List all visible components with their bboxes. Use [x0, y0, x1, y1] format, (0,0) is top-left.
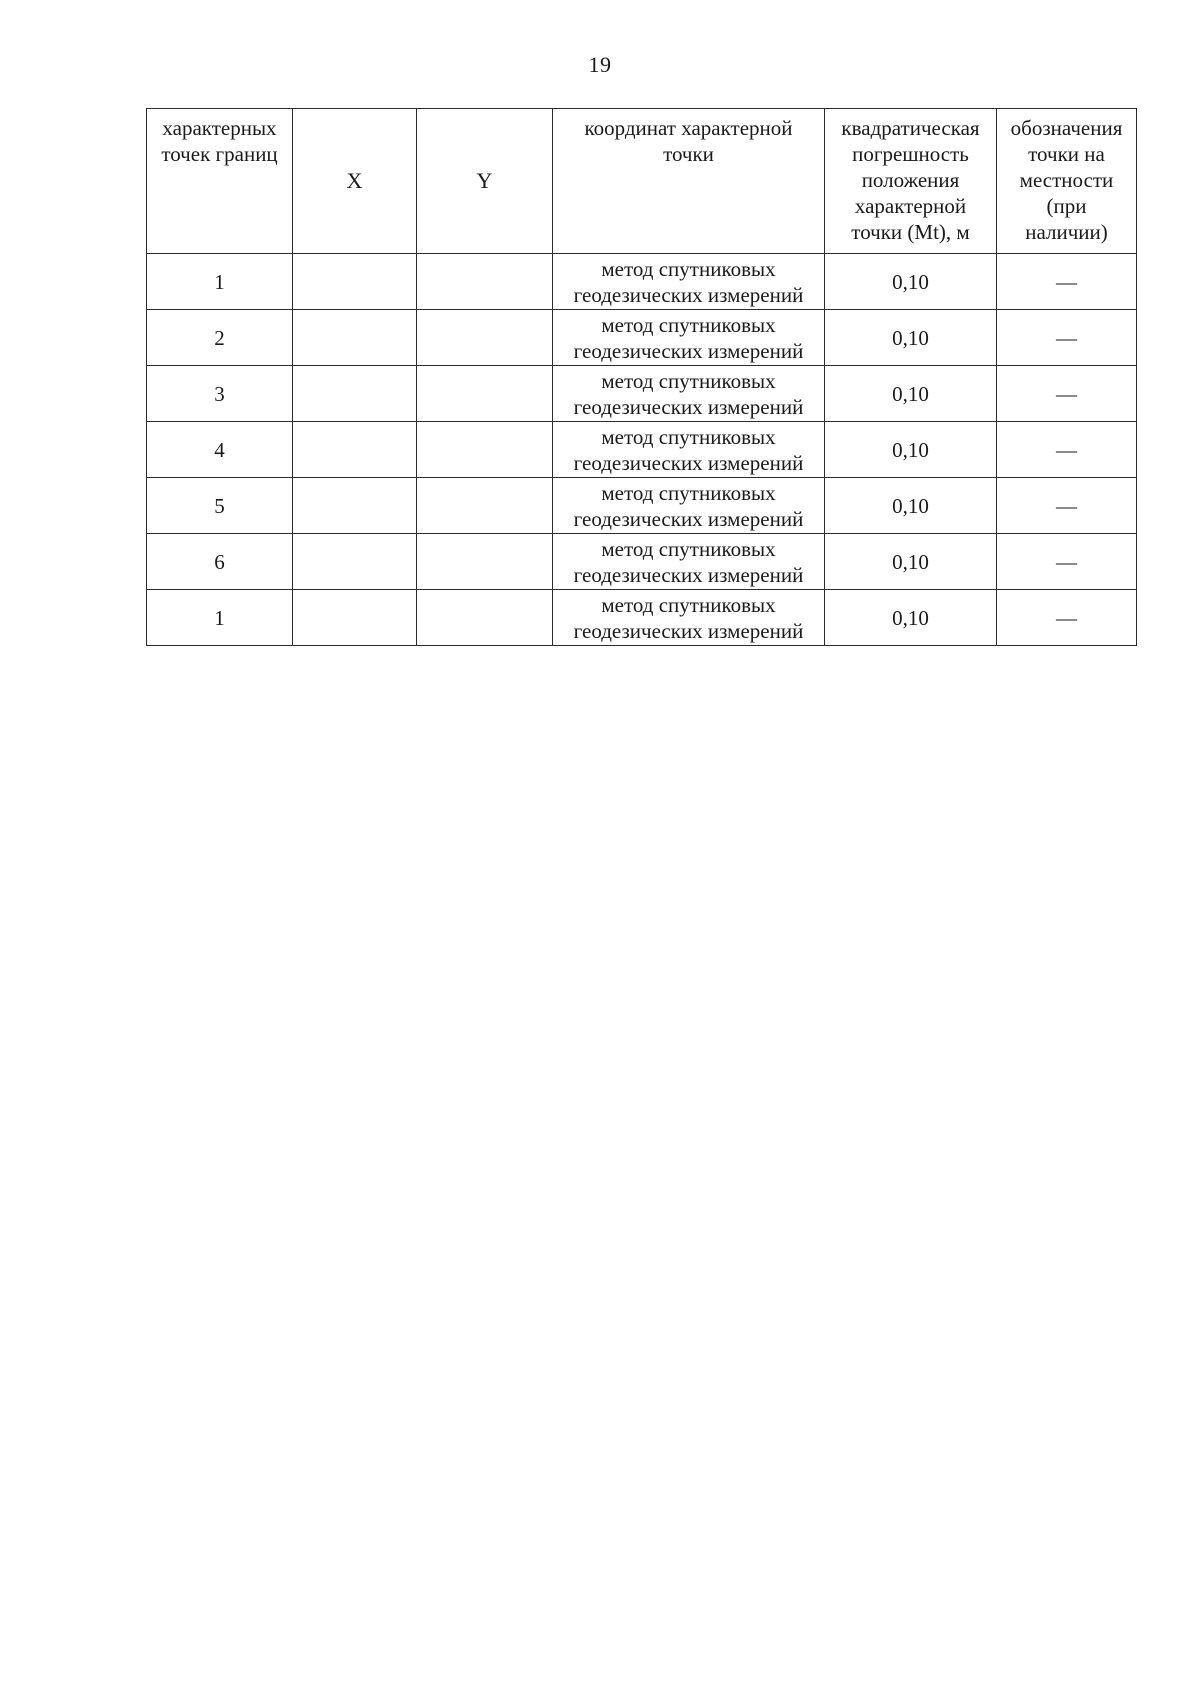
- cell-method: [553, 310, 825, 366]
- header-line: положения: [861, 168, 960, 192]
- method-line: геодезических измерений: [573, 450, 804, 475]
- table-row: [147, 590, 1137, 646]
- cell-x: [293, 478, 417, 534]
- method-line: метод спутниковых: [601, 592, 776, 617]
- header-error: [825, 109, 997, 254]
- cell-marker: —: [997, 590, 1137, 646]
- header-line: квадратическая: [841, 116, 980, 140]
- method-line: геодезических измерений: [573, 562, 804, 587]
- cell-marker: —: [997, 534, 1137, 590]
- cell-method: [553, 254, 825, 310]
- cell-error: 0,10: [825, 478, 997, 534]
- table-header-row: [147, 109, 1137, 254]
- cell-x: [293, 254, 417, 310]
- table-row: [147, 310, 1137, 366]
- method-line: метод спутниковых: [601, 536, 776, 561]
- method-line: метод спутниковых: [601, 256, 776, 281]
- cell-x: [293, 422, 417, 478]
- cell-x: [293, 534, 417, 590]
- header-point-number: [147, 109, 293, 254]
- cell-method: [553, 366, 825, 422]
- cell-point: 3: [147, 366, 293, 422]
- method-line: геодезических измерений: [573, 394, 804, 419]
- cell-point: 5: [147, 478, 293, 534]
- header-line: погрешность: [852, 142, 969, 166]
- header-line: (при: [1046, 194, 1087, 218]
- header-line: характерных: [162, 116, 277, 140]
- cell-error: 0,10: [825, 310, 997, 366]
- header-line: точки: [663, 142, 714, 166]
- cell-marker: —: [997, 254, 1137, 310]
- header-x: X: [293, 109, 417, 254]
- header-method: [553, 109, 825, 254]
- cell-y: [417, 422, 553, 478]
- header-line: координат характерной: [584, 116, 793, 140]
- cell-y: [417, 478, 553, 534]
- method-line: геодезических измерений: [573, 338, 804, 363]
- coordinates-table: [146, 108, 1137, 646]
- cell-y: [417, 534, 553, 590]
- cell-error: 0,10: [825, 422, 997, 478]
- header-line: наличии): [1025, 220, 1108, 244]
- table-row: [147, 422, 1137, 478]
- cell-y: [417, 254, 553, 310]
- method-line: метод спутниковых: [601, 480, 776, 505]
- cell-marker: —: [997, 310, 1137, 366]
- header-line: характерной: [854, 194, 967, 218]
- method-line: метод спутниковых: [601, 368, 776, 393]
- header-line: точки на: [1028, 142, 1105, 166]
- cell-x: [293, 590, 417, 646]
- cell-y: [417, 366, 553, 422]
- cell-point: 2: [147, 310, 293, 366]
- header-line: местности: [1019, 168, 1114, 192]
- table-row: [147, 366, 1137, 422]
- method-line: геодезических измерений: [573, 506, 804, 531]
- cell-marker: —: [997, 422, 1137, 478]
- header-y: Y: [417, 109, 553, 254]
- cell-point: 6: [147, 534, 293, 590]
- cell-error: 0,10: [825, 366, 997, 422]
- cell-method: [553, 590, 825, 646]
- cell-x: [293, 366, 417, 422]
- cell-method: [553, 422, 825, 478]
- header-marker: [997, 109, 1137, 254]
- method-line: геодезических измерений: [573, 282, 804, 307]
- header-line: точки (Mt), м: [851, 220, 970, 244]
- cell-error: 0,10: [825, 254, 997, 310]
- cell-x: [293, 310, 417, 366]
- cell-method: [553, 478, 825, 534]
- table-row: [147, 534, 1137, 590]
- method-line: метод спутниковых: [601, 312, 776, 337]
- header-line: обозначения: [1010, 116, 1123, 140]
- cell-y: [417, 310, 553, 366]
- cell-point: 1: [147, 254, 293, 310]
- header-line: точек границ: [161, 142, 278, 166]
- cell-error: 0,10: [825, 590, 997, 646]
- cell-marker: —: [997, 478, 1137, 534]
- cell-point: 4: [147, 422, 293, 478]
- table-row: [147, 478, 1137, 534]
- cell-method: [553, 534, 825, 590]
- coordinates-table-container: [146, 108, 1137, 646]
- cell-error: 0,10: [825, 534, 997, 590]
- method-line: геодезических измерений: [573, 618, 804, 643]
- table-row: [147, 254, 1137, 310]
- cell-marker: —: [997, 366, 1137, 422]
- method-line: метод спутниковых: [601, 424, 776, 449]
- cell-y: [417, 590, 553, 646]
- cell-point: 1: [147, 590, 293, 646]
- page-number: 19: [588, 52, 612, 77]
